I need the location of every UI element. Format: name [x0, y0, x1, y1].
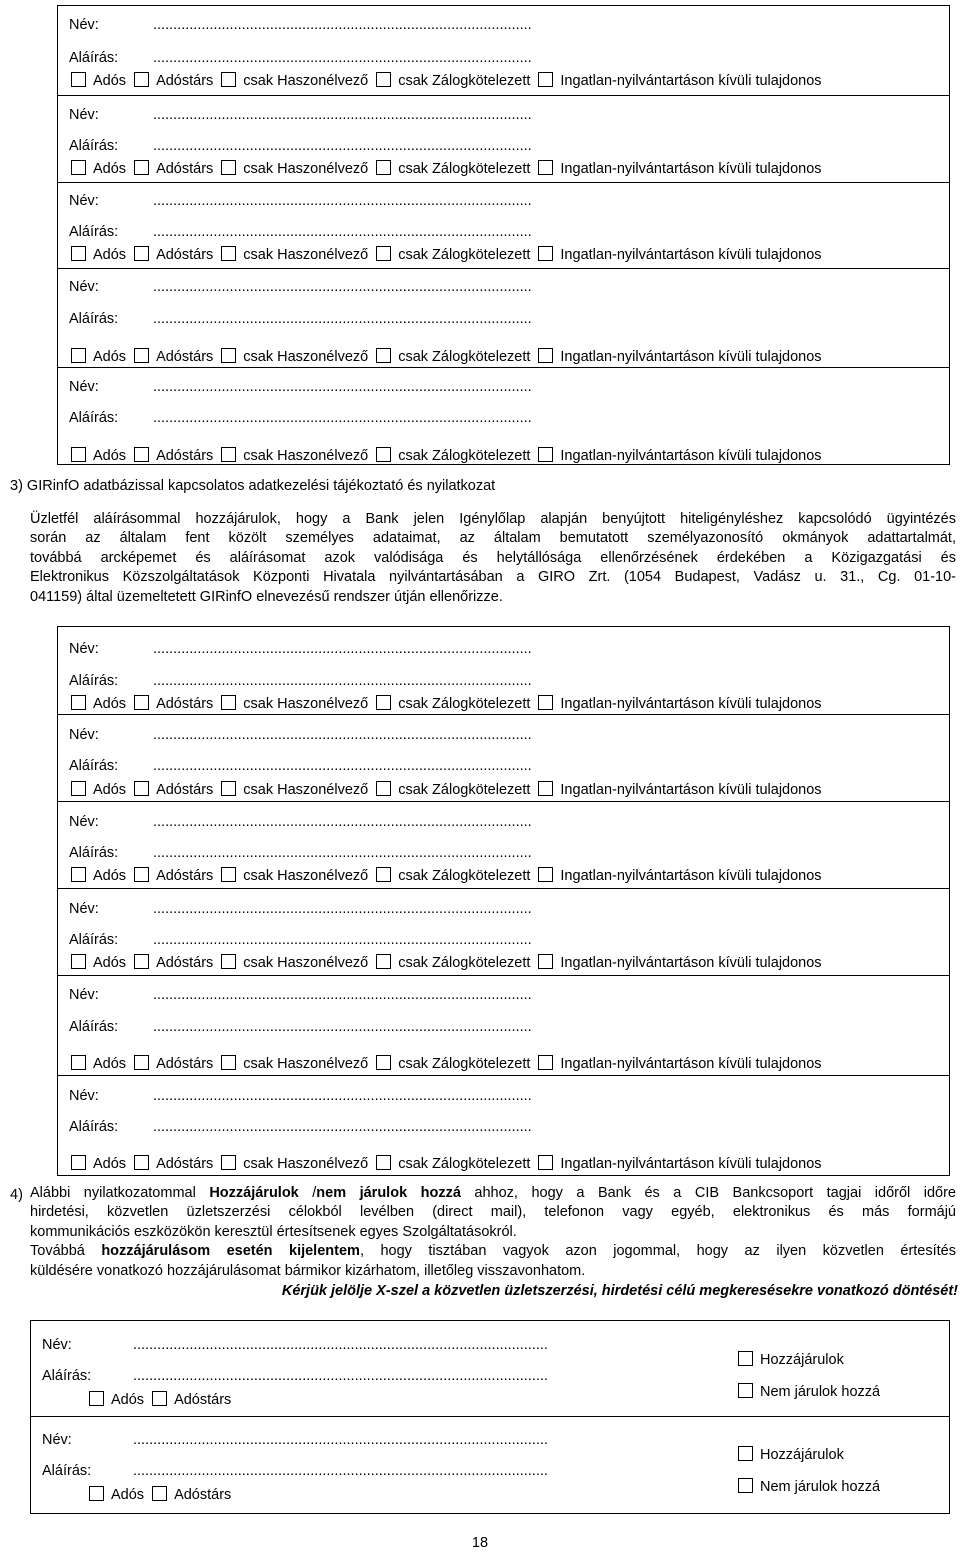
section-4-text: [30, 1184, 956, 1281]
role-label: csak Haszonélvező: [243, 782, 369, 798]
role-label: csak Zálogkötelezett: [398, 73, 531, 89]
role-checkbox[interactable]: [134, 246, 149, 261]
role-checkbox[interactable]: [134, 1155, 149, 1170]
role-checkbox-row: [71, 1155, 830, 1172]
name-label: Név:: [69, 379, 99, 395]
role-checkbox[interactable]: [538, 781, 553, 796]
role-label: Adós: [93, 349, 127, 365]
signature-label: Aláírás:: [42, 1463, 92, 1479]
role-label: csak Haszonélvező: [243, 73, 369, 89]
role-checkbox-row: [71, 72, 830, 89]
signature-field[interactable]: .......................................................................................................: [133, 1463, 548, 1479]
name-field[interactable]: .......................................................................................................: [133, 1337, 548, 1353]
signature-label: Aláírás:: [69, 311, 119, 327]
role-label: Adóstárs: [156, 247, 214, 263]
role-label: Ingatlan-nyilvántartáson kívüli tulajdonos: [560, 73, 822, 89]
role-checkbox[interactable]: [134, 954, 149, 969]
signer-entry: [58, 975, 949, 1076]
role-checkbox[interactable]: [221, 954, 236, 969]
section-3-line: Üzletfél aláírásommal hozzájárulok, hogy a Bank jelen Igénylőlap alapján benyújtott hiteligényléshez kapcsolódó ügyintézés: [30, 511, 956, 527]
role-checkbox[interactable]: [376, 447, 391, 462]
signer-entry: [58, 627, 949, 715]
role-checkbox[interactable]: [376, 1055, 391, 1070]
role-checkbox[interactable]: [134, 867, 149, 882]
role-checkbox-row: [71, 348, 830, 365]
name-label: Név:: [69, 901, 99, 917]
consent-box: [30, 1320, 950, 1514]
role-label: Adóstárs: [156, 782, 214, 798]
s4-declare-bold: hozzájárulásom esetén kijelentem: [101, 1243, 360, 1260]
role-checkbox[interactable]: [71, 1155, 86, 1170]
role-checkbox-row: [71, 781, 830, 798]
signature-field[interactable]: ..............................................................................................: [153, 932, 532, 948]
role-checkbox[interactable]: [221, 447, 236, 462]
role-label: csak Zálogkötelezett: [398, 349, 531, 365]
name-label: Név:: [42, 1432, 72, 1448]
role-checkbox[interactable]: [221, 160, 236, 175]
role-checkbox[interactable]: [376, 867, 391, 882]
role-checkbox[interactable]: [538, 72, 553, 87]
name-label: Név:: [69, 727, 99, 743]
role-checkbox[interactable]: [221, 695, 236, 710]
role-label: csak Zálogkötelezett: [398, 161, 531, 177]
role-label: Adóstárs: [156, 1056, 214, 1072]
signature-field[interactable]: ..............................................................................................: [153, 311, 532, 327]
role-label: csak Zálogkötelezett: [398, 955, 531, 971]
role-checkbox[interactable]: [71, 348, 86, 363]
role-label: Adós: [93, 696, 127, 712]
role-checkbox[interactable]: [538, 447, 553, 462]
role-checkbox-row: [71, 246, 830, 263]
role-checkbox-row: [71, 695, 830, 712]
role-label: Adós: [93, 955, 127, 971]
s4-instruction: Kérjük jelölje X-szel a közvetlen üzletszerzési, hirdetési célú megkeresésekre vonatkozó döntését!: [281, 1283, 958, 1299]
role-label: csak Zálogkötelezett: [398, 782, 531, 798]
section-4-number: 4): [10, 1187, 23, 1203]
section-3-line: Elektronikus Közszolgáltatások Központi Hivatala nyilvántartásában a GIRO Zrt. (1054 Budapest, Vadász u. 31., Cg. 01-10-: [30, 569, 956, 586]
signature-label: Aláírás:: [69, 138, 119, 154]
role-label: Adós: [93, 1156, 127, 1172]
role-checkbox[interactable]: [134, 695, 149, 710]
name-label: Név:: [69, 17, 99, 33]
role-checkbox[interactable]: [71, 867, 86, 882]
s4-text: Alábbi nyilatkozatommal: [30, 1185, 210, 1201]
role-label: csak Zálogkötelezett: [398, 696, 531, 712]
signature-label: Aláírás:: [69, 224, 119, 240]
s4-text: Továbbá: [30, 1243, 102, 1260]
signature-field[interactable]: ..............................................................................................: [153, 224, 532, 240]
section-3-line: során az általam fent közölt személyes adataimat, az általam bemutatott személyazonosító okmányok adattartalmát,: [30, 530, 956, 547]
section-3-heading: 3) GIRinfO adatbázissal kapcsolatos adatkezelési tájékoztató és nyilatkozat: [10, 478, 496, 494]
signature-field[interactable]: ..............................................................................................: [153, 758, 532, 774]
role-checkbox[interactable]: [376, 160, 391, 175]
signature-field[interactable]: .......................................................................................................: [133, 1368, 548, 1384]
signature-label: Aláírás:: [69, 1019, 119, 1035]
role-label: Adós: [93, 161, 127, 177]
signer-entry: [58, 367, 949, 466]
role-checkbox[interactable]: [376, 348, 391, 363]
signature-label: Aláírás:: [69, 758, 119, 774]
role-checkbox[interactable]: [134, 160, 149, 175]
role-checkbox[interactable]: [134, 348, 149, 363]
role-label: Adóstárs: [156, 349, 214, 365]
role-label: Ingatlan-nyilvántartáson kívüli tulajdonos: [560, 782, 822, 798]
signature-field[interactable]: ..............................................................................................: [153, 410, 532, 426]
role-label: csak Haszonélvező: [243, 696, 369, 712]
signature-label: Aláírás:: [69, 50, 119, 66]
role-label: Adós: [111, 1487, 145, 1503]
role-checkbox-row: [89, 1486, 239, 1503]
signer-entry: [58, 801, 949, 889]
role-label: Adóstárs: [156, 696, 214, 712]
signature-label: Aláírás:: [69, 845, 119, 861]
no-consent-checkbox[interactable]: [738, 1383, 753, 1398]
signature-label: Aláírás:: [69, 1119, 119, 1135]
signature-label: Aláírás:: [69, 932, 119, 948]
role-checkbox[interactable]: [152, 1486, 167, 1501]
role-checkbox[interactable]: [376, 954, 391, 969]
role-label: csak Zálogkötelezett: [398, 1056, 531, 1072]
role-checkbox[interactable]: [71, 781, 86, 796]
role-label: Adós: [93, 448, 127, 464]
role-label: Adós: [93, 247, 127, 263]
role-checkbox[interactable]: [134, 1055, 149, 1070]
role-checkbox[interactable]: [221, 1055, 236, 1070]
role-label: csak Haszonélvező: [243, 448, 369, 464]
role-label: Ingatlan-nyilvántartáson kívüli tulajdonos: [560, 1056, 822, 1072]
role-label: csak Haszonélvező: [243, 1056, 369, 1072]
signer-entry: [58, 268, 949, 368]
section-3-line: továbbá arcképemet és aláírásomat azok valódisága és helytállósága ellenőrzésének érdekében a Közigazgatási és: [30, 549, 956, 566]
role-label: Adóstárs: [174, 1487, 232, 1503]
role-checkbox[interactable]: [89, 1486, 104, 1501]
s4-text: , hogy tisztában vagyok azon jogommal, hogy az ilyen közvetlen értesítés: [359, 1243, 956, 1260]
role-checkbox[interactable]: [538, 1055, 553, 1070]
role-checkbox[interactable]: [221, 72, 236, 87]
role-checkbox[interactable]: [221, 348, 236, 363]
role-label: Adóstárs: [156, 955, 214, 971]
role-label: Adós: [93, 73, 127, 89]
role-checkbox[interactable]: [538, 695, 553, 710]
name-label: Név:: [69, 641, 99, 657]
role-label: csak Haszonélvező: [243, 161, 369, 177]
role-checkbox[interactable]: [71, 72, 86, 87]
role-checkbox[interactable]: [538, 160, 553, 175]
signature-field[interactable]: ..............................................................................................: [153, 845, 532, 861]
name-field[interactable]: ..............................................................................................: [153, 727, 532, 743]
no-consent-option: [738, 1383, 880, 1400]
consent-checkbox[interactable]: [738, 1351, 753, 1366]
role-label: Adóstárs: [156, 1156, 214, 1172]
signature-box-1: [57, 5, 950, 465]
role-checkbox[interactable]: [538, 348, 553, 363]
no-consent-option: [738, 1478, 880, 1495]
role-checkbox[interactable]: [134, 447, 149, 462]
signer-entry: [58, 888, 949, 976]
role-checkbox[interactable]: [538, 867, 553, 882]
signature-field[interactable]: ..............................................................................................: [153, 1119, 532, 1135]
signature-label: Aláírás:: [69, 410, 119, 426]
section-3-line: 041159) által üzemeltetett GIRinfO elnevezésű rendszer útján ellenőrizze.: [30, 588, 503, 605]
role-checkbox-row: [71, 954, 830, 971]
s4-no-consent-bold: nem járulok hozzá: [316, 1185, 461, 1201]
role-checkbox[interactable]: [538, 1155, 553, 1170]
signature-field[interactable]: ..............................................................................................: [153, 50, 532, 66]
page-number: 18: [471, 1535, 489, 1551]
name-field[interactable]: ..............................................................................................: [153, 987, 532, 1003]
role-checkbox[interactable]: [376, 695, 391, 710]
consent-entry: [31, 1321, 949, 1417]
role-label: Ingatlan-nyilvántartáson kívüli tulajdonos: [560, 448, 822, 464]
name-field[interactable]: ..............................................................................................: [153, 193, 532, 209]
role-label: Ingatlan-nyilvántartáson kívüli tulajdonos: [560, 349, 822, 365]
role-checkbox[interactable]: [134, 781, 149, 796]
name-field[interactable]: ..............................................................................................: [153, 107, 532, 123]
role-checkbox-row: [71, 160, 830, 177]
role-label: csak Zálogkötelezett: [398, 247, 531, 263]
role-checkbox[interactable]: [134, 72, 149, 87]
signature-field[interactable]: ..............................................................................................: [153, 1019, 532, 1035]
role-checkbox-row: [71, 867, 830, 884]
consent-option: [738, 1446, 844, 1463]
role-checkbox[interactable]: [376, 72, 391, 87]
role-checkbox[interactable]: [71, 954, 86, 969]
name-label: Név:: [42, 1337, 72, 1353]
role-checkbox[interactable]: [152, 1391, 167, 1406]
name-field[interactable]: ..............................................................................................: [153, 641, 532, 657]
signature-box-2: [57, 626, 950, 1176]
name-label: Név:: [69, 1088, 99, 1104]
role-label: csak Zálogkötelezett: [398, 868, 531, 884]
s4-text: /: [298, 1185, 317, 1201]
role-label: Adóstárs: [156, 868, 214, 884]
role-label: csak Haszonélvező: [243, 1156, 369, 1172]
role-label: Ingatlan-nyilvántartáson kívüli tulajdonos: [560, 1156, 822, 1172]
name-field[interactable]: ..............................................................................................: [153, 1088, 532, 1104]
signer-entry: [58, 6, 949, 96]
role-label: Adós: [93, 1056, 127, 1072]
role-checkbox-row: [71, 447, 830, 464]
no-consent-label: Nem járulok hozzá: [760, 1384, 881, 1400]
name-field[interactable]: ..............................................................................................: [153, 379, 532, 395]
signature-field[interactable]: ..............................................................................................: [153, 138, 532, 154]
role-checkbox[interactable]: [221, 246, 236, 261]
consent-option: [738, 1351, 844, 1368]
role-label: csak Haszonélvező: [243, 868, 369, 884]
role-checkbox[interactable]: [71, 246, 86, 261]
signer-entry: [58, 182, 949, 269]
role-checkbox[interactable]: [89, 1391, 104, 1406]
s4-line: küldésére vonatkozó hozzájárulásomat bármikor kizárhatom, illetőleg visszavonhatom.: [30, 1262, 586, 1279]
role-label: Adóstárs: [156, 161, 214, 177]
role-label: csak Haszonélvező: [243, 349, 369, 365]
role-label: Ingatlan-nyilvántartáson kívüli tulajdonos: [560, 868, 822, 884]
role-checkbox[interactable]: [221, 867, 236, 882]
role-label: Adóstárs: [174, 1392, 232, 1408]
role-checkbox[interactable]: [71, 695, 86, 710]
role-label: csak Zálogkötelezett: [398, 448, 531, 464]
role-label: Adós: [111, 1392, 145, 1408]
name-label: Név:: [69, 193, 99, 209]
role-label: Adóstárs: [156, 448, 214, 464]
signer-entry: [58, 714, 949, 802]
s4-consent-bold: Hozzájárulok: [209, 1185, 299, 1201]
signature-field[interactable]: ..............................................................................................: [153, 673, 532, 689]
name-label: Név:: [69, 107, 99, 123]
role-checkbox[interactable]: [538, 954, 553, 969]
section-3-text: [30, 510, 956, 607]
role-checkbox[interactable]: [221, 1155, 236, 1170]
consent-label: Hozzájárulok: [760, 1447, 844, 1463]
signer-entry: [58, 95, 949, 183]
consent-checkbox[interactable]: [738, 1446, 753, 1461]
name-field[interactable]: ..............................................................................................: [153, 279, 532, 295]
role-label: Ingatlan-nyilvántartáson kívüli tulajdonos: [560, 696, 822, 712]
name-field[interactable]: ..............................................................................................: [153, 814, 532, 830]
consent-label: Hozzájárulok: [760, 1352, 844, 1368]
consent-entry: [31, 1416, 949, 1514]
role-label: csak Haszonélvező: [243, 247, 369, 263]
role-label: Ingatlan-nyilvántartáson kívüli tulajdonos: [560, 161, 822, 177]
no-consent-label: Nem járulok hozzá: [760, 1479, 881, 1495]
s4-line: kommunikációs eszközökön keresztül értesítsenek egyes Szolgáltatásokról.: [30, 1223, 517, 1240]
role-checkbox[interactable]: [376, 246, 391, 261]
role-checkbox[interactable]: [71, 1055, 86, 1070]
role-checkbox-row: [71, 1055, 830, 1072]
s4-line: hirdetési, közvetlen üzletszerzési célokból levélben (direct mail), telefonon vagy egyéb, elektronikus és más formájú: [30, 1204, 956, 1221]
role-checkbox[interactable]: [376, 781, 391, 796]
role-checkbox[interactable]: [71, 447, 86, 462]
name-label: Név:: [69, 987, 99, 1003]
signature-label: Aláírás:: [42, 1368, 92, 1384]
role-checkbox[interactable]: [376, 1155, 391, 1170]
role-checkbox[interactable]: [538, 246, 553, 261]
signature-label: Aláírás:: [69, 673, 119, 689]
role-checkbox[interactable]: [221, 781, 236, 796]
role-label: Ingatlan-nyilvántartáson kívüli tulajdonos: [560, 247, 822, 263]
name-label: Név:: [69, 279, 99, 295]
role-label: Adós: [93, 868, 127, 884]
name-label: Név:: [69, 814, 99, 830]
role-label: csak Haszonélvező: [243, 955, 369, 971]
role-label: Adóstárs: [156, 73, 214, 89]
signer-entry: [58, 1075, 949, 1175]
name-field[interactable]: ..............................................................................................: [153, 901, 532, 917]
role-checkbox[interactable]: [71, 160, 86, 175]
role-label: Ingatlan-nyilvántartáson kívüli tulajdonos: [560, 955, 822, 971]
name-field[interactable]: ..............................................................................................: [153, 17, 532, 33]
name-field[interactable]: .......................................................................................................: [133, 1432, 548, 1448]
role-checkbox-row: [89, 1391, 239, 1408]
role-label: csak Zálogkötelezett: [398, 1156, 531, 1172]
role-label: Adós: [93, 782, 127, 798]
no-consent-checkbox[interactable]: [738, 1478, 753, 1493]
s4-text: ahhoz, hogy a Bank és a CIB Bankcsoport tagjai időről időre: [460, 1185, 956, 1201]
